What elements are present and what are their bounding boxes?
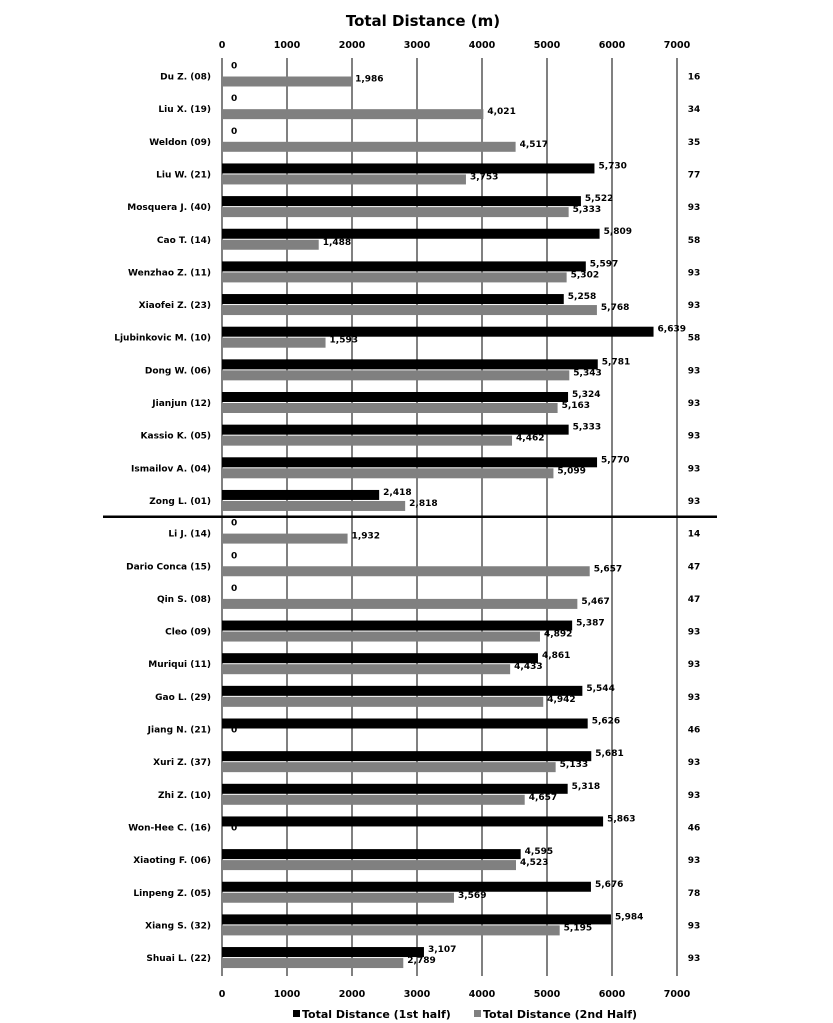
category-label: Linpeng Z. (05) [133, 888, 211, 899]
value-label-1st-half: 5,324 [572, 390, 601, 400]
value-label-1st-half: 5,544 [586, 683, 615, 694]
minutes-label: 93 [687, 627, 701, 638]
x-tick-label-bottom: 2000 [338, 989, 366, 1000]
value-label-2nd-half: 0 [231, 725, 238, 736]
bar-2nd-half [222, 403, 558, 413]
bar-2nd-half [222, 697, 543, 707]
x-tick-label-bottom: 4000 [468, 989, 496, 1000]
category-label: Gao L. (29) [155, 692, 211, 703]
bar-1st-half [222, 327, 654, 337]
legend [293, 1008, 637, 1021]
x-tick-label-bottom: 7000 [663, 989, 691, 1000]
value-label-2nd-half: 4,523 [519, 858, 549, 869]
x-tick-label-bottom: 0 [218, 989, 226, 1000]
bar-2nd-half [222, 174, 466, 184]
minutes-label: 93 [687, 203, 701, 214]
value-label-1st-half: 5,809 [603, 226, 633, 237]
category-labels [114, 73, 211, 965]
value-label-2nd-half: 4,433 [514, 662, 543, 673]
minutes-label: 93 [687, 660, 701, 671]
minutes-label: 93 [687, 496, 701, 507]
category-label: Kassio K. (05) [140, 431, 211, 442]
value-label-1st-half: 0 [231, 551, 238, 562]
category-label: Mosquera J. (40) [127, 203, 211, 214]
bar-1st-half [222, 816, 603, 826]
bar-2nd-half [222, 958, 403, 968]
minutes-label: 78 [687, 888, 701, 899]
bar-1st-half [222, 914, 611, 924]
x-tick-label-top: 0 [218, 40, 226, 51]
category-label: Liu W. (21) [156, 170, 211, 181]
bar-1st-half [222, 457, 597, 467]
value-label-2nd-half: 5,657 [593, 564, 623, 575]
minutes-label: 14 [687, 529, 701, 540]
minutes-label: 93 [687, 758, 701, 769]
legend-label-2nd-half: Total Distance (2nd Half) [483, 1008, 638, 1021]
category-label: Won-Hee C. (16) [128, 823, 211, 834]
bar-1st-half [222, 621, 572, 631]
bar-1st-half [222, 784, 568, 794]
value-label-2nd-half: 5,333 [572, 205, 602, 216]
minutes-label: 93 [687, 954, 701, 965]
bar-1st-half [222, 947, 424, 957]
bar-2nd-half [222, 272, 567, 282]
value-label-2nd-half: 4,021 [487, 107, 516, 118]
x-tick-label-bottom: 3000 [403, 989, 431, 1000]
value-label-2nd-half: 1,593 [329, 335, 359, 346]
minutes-label: 58 [687, 333, 701, 344]
minutes-label: 46 [687, 725, 701, 736]
category-label: Jiang N. (21) [147, 725, 211, 736]
bar-2nd-half [222, 142, 516, 152]
category-label: Jianjun (12) [152, 399, 211, 409]
bar-1st-half [222, 392, 568, 402]
value-label-1st-half: 6,639 [657, 324, 687, 335]
value-label-1st-half: 5,681 [595, 749, 624, 760]
category-label: Ljubinkovic M. (10) [114, 333, 211, 344]
bar-1st-half [222, 196, 581, 206]
value-label-1st-half: 4,595 [524, 847, 554, 858]
value-label-1st-half: 5,730 [598, 161, 627, 172]
category-label: Du Z. (08) [160, 72, 211, 83]
x-tick-label-top: 6000 [598, 40, 626, 51]
value-label-1st-half: 0 [231, 583, 238, 594]
x-tick-label-top: 1000 [273, 40, 301, 51]
value-label-1st-half: 5,781 [601, 357, 631, 368]
category-label: Weldon (09) [149, 137, 211, 148]
bar-1st-half [222, 719, 588, 729]
x-tick-label-bottom: 6000 [598, 989, 626, 1000]
x-axis-ticks-bottom [219, 989, 691, 1000]
bar-2nd-half [222, 436, 512, 446]
minutes-label: 93 [687, 464, 701, 475]
value-label-1st-half: 3,107 [427, 945, 457, 956]
bar-2nd-half [222, 305, 597, 315]
category-label: Shuai L. (22) [146, 954, 211, 965]
value-label-2nd-half: 5,343 [573, 368, 602, 379]
minutes-label: 93 [687, 921, 701, 932]
legend-swatch-2nd-half [474, 1010, 481, 1017]
category-label: Li J. (14) [168, 529, 211, 540]
bar-1st-half [222, 751, 591, 761]
category-label: Dong W. (06) [144, 366, 211, 377]
category-label: Cleo (09) [165, 627, 211, 638]
value-label-1st-half: 5,984 [614, 912, 644, 923]
value-label-2nd-half: 3,569 [457, 890, 487, 901]
x-axis-ticks-top [219, 40, 691, 51]
value-label-1st-half: 5,676 [594, 879, 624, 890]
bar-2nd-half [222, 893, 454, 903]
value-label-2nd-half: 3,753 [469, 172, 499, 183]
category-label: Cao T. (14) [156, 235, 211, 246]
value-label-2nd-half: 5,302 [570, 270, 600, 281]
bar-2nd-half [222, 795, 525, 805]
minutes-label: 47 [687, 562, 701, 573]
legend-swatch-1st-half [293, 1010, 300, 1017]
x-tick-label-top: 5000 [533, 40, 561, 51]
bar-1st-half [222, 359, 598, 369]
minutes-label: 93 [687, 301, 701, 312]
value-label-2nd-half: 4,942 [547, 694, 576, 705]
bar-2nd-half [222, 566, 590, 576]
category-label: Wenzhao Z. (11) [128, 268, 211, 279]
category-label: Dario Conca (15) [126, 562, 211, 573]
value-label-2nd-half: 4,462 [516, 433, 545, 444]
category-label: Ismailov A. (04) [131, 464, 211, 475]
chart-title: Total Distance (m) [345, 12, 501, 30]
bar-2nd-half [222, 860, 516, 870]
minutes-label: 93 [687, 399, 701, 409]
x-tick-label-bottom: 1000 [273, 989, 301, 1000]
bar-2nd-half [222, 501, 405, 511]
value-label-2nd-half: 1,932 [351, 531, 381, 542]
bar-2nd-half [222, 109, 483, 119]
value-label-2nd-half: 5,133 [559, 760, 589, 771]
bar-1st-half [222, 261, 586, 271]
category-label: Muriqui (11) [148, 660, 211, 671]
category-label: Zong L. (01) [149, 496, 211, 507]
value-label-2nd-half: 5,768 [600, 303, 630, 314]
value-label-2nd-half: 1,986 [355, 74, 384, 85]
value-label-2nd-half: 5,467 [581, 596, 610, 607]
x-tick-label-top: 7000 [663, 40, 691, 51]
minutes-label: 34 [687, 105, 701, 116]
bar-2nd-half [222, 370, 569, 380]
bar-2nd-half [222, 534, 348, 544]
bar-1st-half [222, 490, 379, 500]
bar-1st-half [222, 686, 582, 696]
bar-1st-half [222, 653, 538, 663]
bar-1st-half [222, 294, 564, 304]
bar-2nd-half [222, 207, 569, 217]
value-label-1st-half: 5,626 [591, 716, 621, 727]
value-label-1st-half: 5,597 [589, 259, 619, 270]
bar-1st-half [222, 229, 600, 239]
category-label: Xiaofei Z. (23) [138, 301, 211, 312]
value-label-2nd-half: 4,517 [519, 139, 549, 150]
category-label: Xuri Z. (37) [153, 758, 211, 769]
x-tick-label-top: 2000 [338, 40, 366, 51]
value-label-2nd-half: 2,818 [409, 498, 438, 509]
legend-label-1st-half: Total Distance (1st half) [302, 1008, 451, 1021]
category-label: Xiaoting F. (06) [133, 856, 211, 867]
x-tick-label-bottom: 5000 [533, 989, 561, 1000]
x-tick-label-top: 4000 [468, 40, 496, 51]
value-label-1st-half: 5,522 [584, 194, 614, 205]
minutes-label: 46 [687, 823, 701, 834]
bar-2nd-half [222, 664, 510, 674]
minutes-label: 35 [687, 137, 701, 148]
bar-2nd-half [222, 925, 560, 935]
value-label-1st-half: 5,318 [571, 781, 601, 792]
value-label-1st-half: 0 [231, 61, 238, 72]
value-label-2nd-half: 4,892 [543, 629, 573, 640]
value-label-1st-half: 5,258 [567, 292, 597, 303]
value-label-2nd-half: 5,163 [561, 401, 591, 411]
bar-2nd-half [222, 599, 577, 609]
minutes-label: 58 [687, 235, 701, 246]
bar-2nd-half [222, 468, 553, 478]
bar-2nd-half [222, 77, 351, 87]
value-label-2nd-half: 2,789 [407, 956, 436, 967]
bar-2nd-half [222, 240, 319, 250]
value-label-1st-half: 5,770 [601, 455, 630, 466]
value-label-2nd-half: 1,488 [322, 237, 352, 248]
bar-2nd-half [222, 338, 326, 348]
minutes-label: 47 [687, 594, 701, 605]
bar-2nd-half [222, 762, 556, 772]
minutes-label: 93 [687, 268, 701, 279]
minutes-label: 93 [687, 431, 701, 442]
category-label: Liu X. (19) [158, 105, 211, 116]
minutes-label: 93 [687, 366, 701, 377]
bar-1st-half [222, 882, 591, 892]
value-label-2nd-half: 4,657 [528, 792, 558, 803]
value-label-1st-half: 5,863 [607, 814, 636, 825]
x-tick-label-top: 3000 [403, 40, 431, 51]
gridlines [103, 58, 717, 976]
value-label-1st-half: 0 [231, 94, 238, 105]
value-label-1st-half: 5,387 [576, 618, 605, 629]
bar-1st-half [222, 163, 594, 173]
minutes-label: 77 [687, 170, 701, 181]
minutes-label: 16 [687, 72, 701, 83]
category-label: Xiang S. (32) [145, 921, 211, 932]
value-label-1st-half: 0 [231, 518, 238, 529]
minutes-label: 93 [687, 790, 701, 801]
value-label-1st-half: 4,861 [541, 651, 571, 662]
bar-2nd-half [222, 632, 540, 642]
minutes-label: 93 [687, 856, 701, 867]
value-label-2nd-half: 5,099 [557, 466, 586, 477]
category-label: Qin S. (08) [156, 594, 211, 605]
minutes-label: 93 [687, 692, 701, 703]
value-label-2nd-half: 5,195 [563, 923, 593, 934]
value-label-1st-half: 0 [231, 126, 238, 137]
value-label-1st-half: 5,333 [572, 422, 602, 433]
category-label: Zhi Z. (10) [158, 790, 211, 801]
minutes-labels [688, 73, 701, 965]
value-label-1st-half: 2,418 [383, 487, 412, 498]
bar-1st-half [222, 849, 521, 859]
value-label-2nd-half: 0 [231, 823, 238, 834]
